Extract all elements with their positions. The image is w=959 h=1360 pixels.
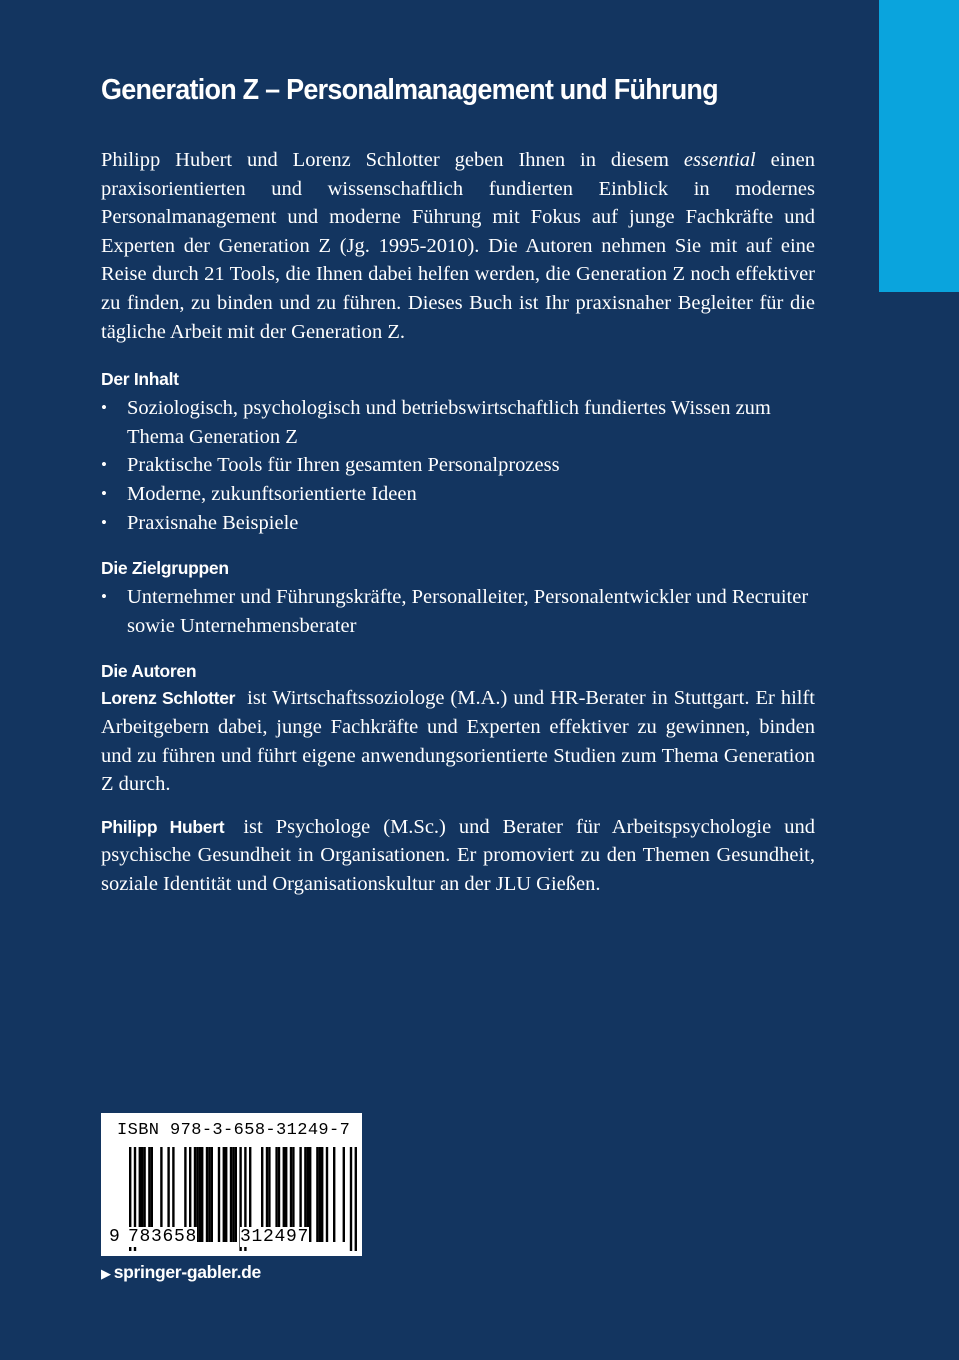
barcode-bar [333,1147,335,1242]
barcode-bar [309,1147,311,1242]
publisher-website[interactable] [101,1262,261,1283]
barcode-bar [316,1147,318,1242]
barcode-bar [218,1147,220,1242]
barcode-bar [201,1147,203,1242]
author-bio-text: ist Psychologe (M.Sc.) und Berater für Arbeitspsychologie und psychische Gesundheit in Organisationen. Er promoviert zu den Themen Gesundheit, soziale Identität und Organisationskultur an der JLU Gießen. [101,815,815,895]
website-text: springer-gabler.de [113,1262,261,1282]
barcode-bar [235,1147,237,1242]
intro-text-after: einen praxisorientierten und wissenschaftlich fundierten Einblick in modernes Personalmanagement und moderne Führung mit Fokus auf junge Fachkräfte und Experten der Generation Z (Jg. 1995-2010). Die Autoren nehmen Sie mit auf eine Reise durch 21 Tools, die Ihnen dabei helfen werden, die Generation Z noch effektiver zu finden, zu binden und zu führen. Dieses Buch ist Ihr praxisnaher Begleiter für die tägliche Arbeit mit der Generation Z. [101,149,815,343]
barcode-bar [223,1147,225,1242]
isbn-label: ISBN 978-3-658-31249-7 [117,1121,351,1140]
list-item: • Moderne, zukunftsorientierte Ideen [101,480,815,509]
inhalt-list [101,394,815,537]
barcode-bar [230,1147,232,1242]
barcode-bar [199,1147,201,1242]
intro-emphasis: essential [683,149,756,171]
accent-bar [879,0,959,292]
barcode-digits-left: 783658 [128,1227,198,1247]
barcode-digits-right: 312497 [240,1227,310,1247]
isbn-barcode [101,1113,362,1256]
intro-paragraph [101,146,815,346]
barcode-bar [321,1147,323,1242]
barcode-bar [232,1147,234,1242]
barcode-bar [326,1147,328,1242]
book-title: Generation Z – Personalmanagement und Führung [101,74,718,106]
section-heading-zielgruppen: Die Zielgruppen [101,558,229,579]
barcode-bar [211,1147,213,1242]
intro-text-before: Philipp Hubert und Lorenz Schlotter geben Ihnen in diesem [101,149,684,171]
barcode-bar [225,1147,227,1242]
barcode-bar [355,1147,357,1251]
list-item: • Unternehmer und Führungskräfte, Personalleiter, Personalentwickler und Recruiter sowie Unternehmensberater [101,583,815,640]
author-name: Lorenz Schlotter [101,688,236,709]
author-bio-text: ist Wirtschaftssoziologe (M.A.) und HR-Berater in Stuttgart. Er hilft Arbeitgebern dabei, junge Fachkräfte und Experten effektiver zu gewinnen, binden und zu führen und führt eigene anwendungsorientierte Studien zum Thema Generation Z durch. [101,687,815,796]
zielgruppen-list [101,583,815,640]
barcode-bar [319,1147,321,1242]
list-item: • Praxisnahe Beispiele [101,509,815,538]
author-bio-schlotter [101,684,815,798]
author-name: Philipp Hubert [101,816,225,837]
arrow-right-icon: ▶ [101,1266,111,1281]
list-item: • Soziologisch, psychologisch und betriebswirtschaftlich fundiertes Wissen zum Thema Generation Z [101,394,815,451]
list-item: • Praktische Tools für Ihren gesamten Personalprozess [101,451,815,480]
cover-text [101,72,815,912]
barcode-digit-first: 9 [109,1227,120,1247]
author-bio-hubert [101,813,815,899]
barcode-bar [350,1147,352,1251]
section-heading-inhalt: Der Inhalt [101,369,179,390]
barcode-bar [343,1147,345,1242]
barcode-bar [206,1147,208,1242]
section-heading-autoren: Die Autoren [101,661,197,682]
barcode-bar [208,1147,210,1242]
